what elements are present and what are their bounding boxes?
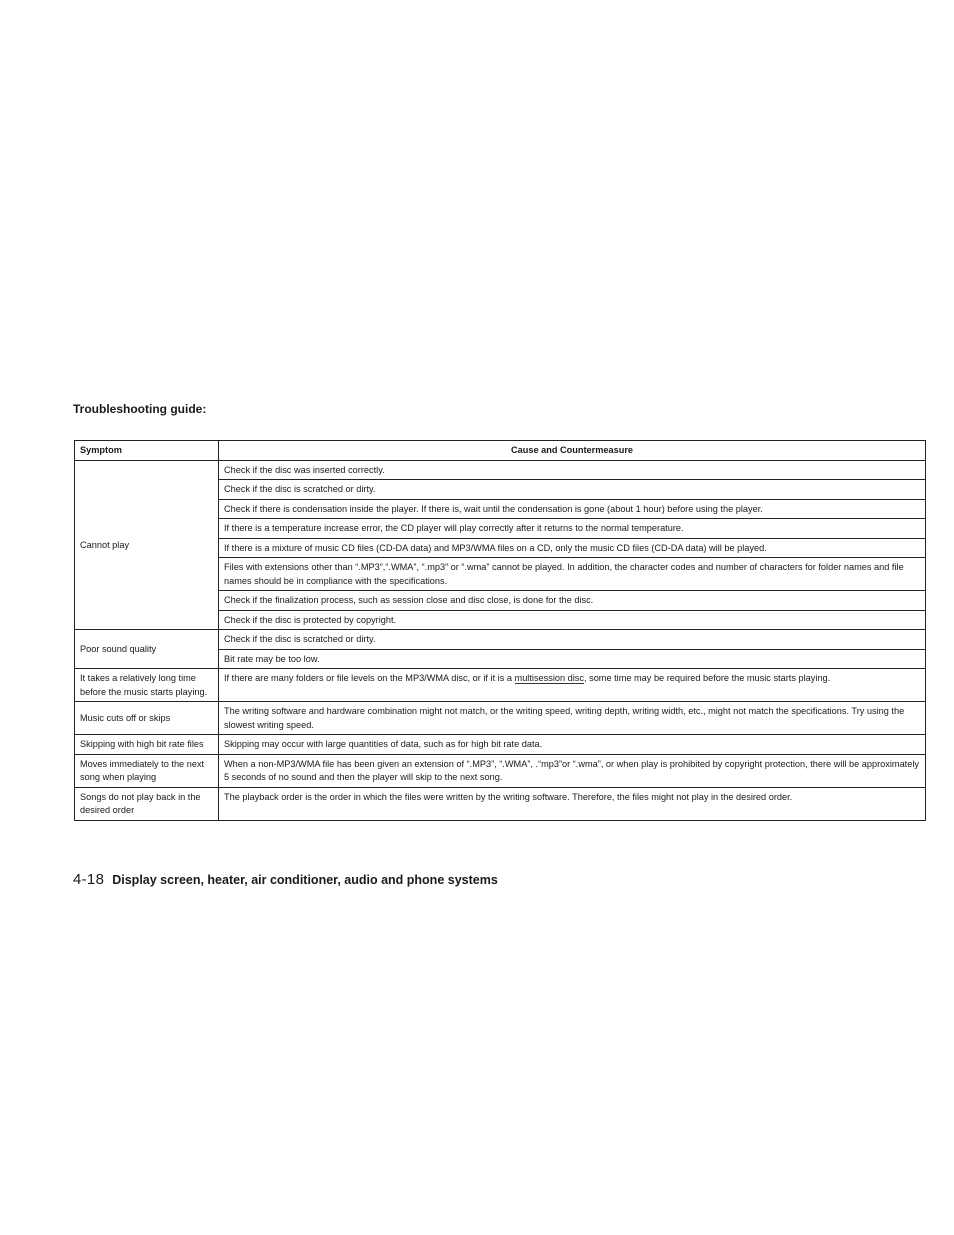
cause-cell: The playback order is the order in which the files were written by the writing software. Therefore, the files might not play in the desired order. (219, 787, 926, 820)
symptom-cell: Cannot play (75, 460, 219, 630)
table-header-row (75, 441, 926, 461)
cause-cell: Check if the disc is scratched or dirty. (219, 630, 926, 650)
cause-cell: Check if there is condensation inside the player. If there is, wait until the condensation is gone (about 1 hour) before using the player. (219, 499, 926, 519)
chapter-title: Display screen, heater, air conditioner, audio and phone systems (112, 873, 498, 887)
symptom-cell: Songs do not play back in the desired order (75, 787, 219, 820)
table-row (75, 787, 926, 820)
cause-text-before: If there are many folders or file levels on the MP3/WMA disc, or if it is a (224, 673, 515, 683)
section-heading: Troubleshooting guide: (73, 402, 207, 416)
symptom-cell: Music cuts off or skips (75, 702, 219, 735)
table-row (75, 460, 926, 480)
symptom-cell: It takes a relatively long time before the music starts playing. (75, 669, 219, 702)
cause-cell (219, 669, 926, 702)
page-footer (73, 871, 498, 889)
troubleshooting-table (74, 440, 926, 821)
cause-cell: Skipping may occur with large quantities of data, such as for high bit rate data. (219, 735, 926, 755)
table-row (75, 630, 926, 650)
table-row (75, 754, 926, 787)
cause-cell: Check if the disc is scratched or dirty. (219, 480, 926, 500)
cause-cell: The writing software and hardware combination might not match, or the writing speed, writing depth, writing width, etc., might not match the specifications. Try using the slowest writing speed. (219, 702, 926, 735)
table-row (75, 669, 926, 702)
cause-cell: Bit rate may be too low. (219, 649, 926, 669)
cause-cell: Check if the disc is protected by copyright. (219, 610, 926, 630)
symptom-cell: Moves immediately to the next song when playing (75, 754, 219, 787)
cause-text-after: , some time may be required before the music starts playing. (584, 673, 831, 683)
cause-cell: If there is a mixture of music CD files (CD-DA data) and MP3/WMA files on a CD, only the music CD files (CD-DA data) will be played. (219, 538, 926, 558)
multisession-disc-term: multisession disc (514, 673, 584, 683)
symptom-column-header: Symptom (75, 441, 219, 461)
page-number: 4-18 (73, 871, 105, 888)
symptom-cell: Poor sound quality (75, 630, 219, 669)
cause-cell: If there is a temperature increase error, the CD player will play correctly after it returns to the normal temperature. (219, 519, 926, 539)
cause-cell: Files with extensions other than “.MP3”,“.WMA”, “.mp3” or “.wma” cannot be played. In addition, the character codes and number of characters for folder names and file names should be in compliance with the specifications. (219, 558, 926, 591)
table-row (75, 735, 926, 755)
symptom-cell: Skipping with high bit rate files (75, 735, 219, 755)
cause-cell: Check if the disc was inserted correctly. (219, 460, 926, 480)
cause-column-header: Cause and Countermeasure (219, 441, 926, 461)
cause-cell: When a non-MP3/WMA file has been given an extension of “.MP3”, “.WMA”, .“mp3”or “.wma”, or when play is prohibited by copyright protection, there will be approximately 5 seconds of no sound and then the player will skip to the next song. (219, 754, 926, 787)
cause-cell: Check if the finalization process, such as session close and disc close, is done for the disc. (219, 591, 926, 611)
table-row (75, 702, 926, 735)
